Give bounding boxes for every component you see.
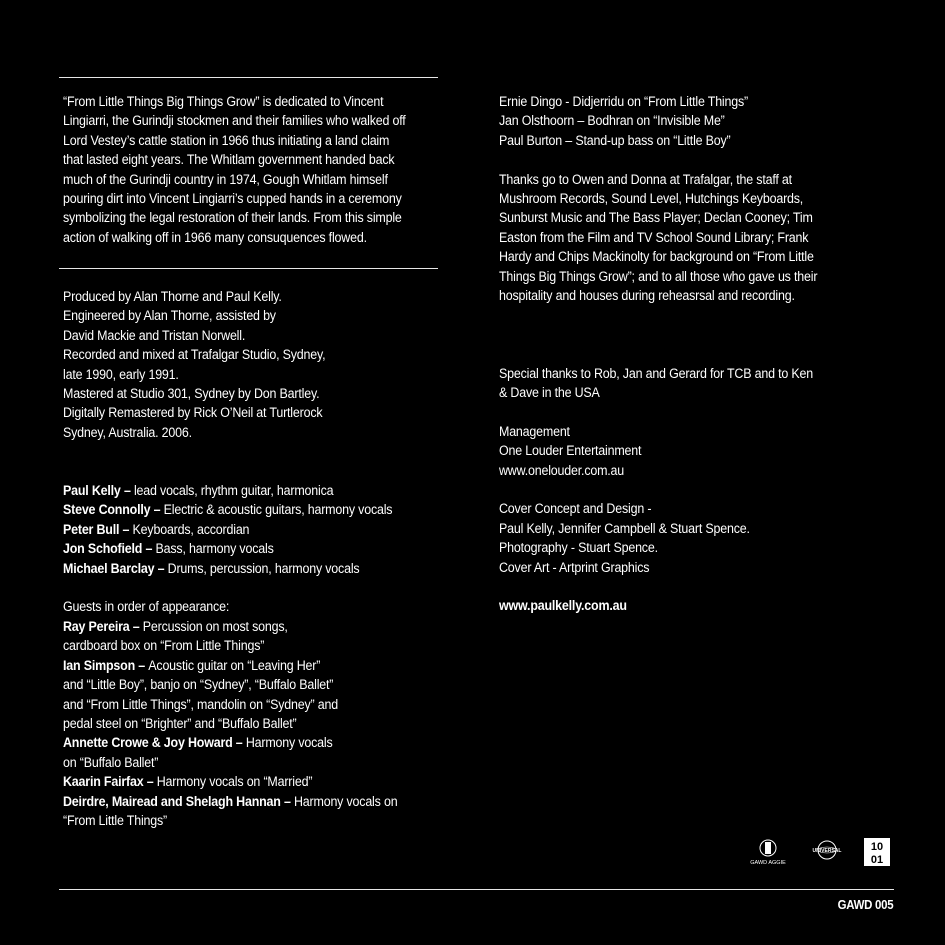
guests-heading: Guests in order of appearance: [63,599,230,615]
dedication-line: “From Little Things Big Things Grow” is dedicated to Vincent [63,94,384,109]
thanks-line: Easton from the Film and TV School Sound Library; Frank [499,229,809,245]
dedication-line: symbolizing the legal restoration of their lands. From this simple [63,210,402,226]
guest-role: Percussion on most songs, [142,618,288,634]
member-name: Jon Schofield – [63,541,156,557]
middle-left-rule [59,268,438,269]
band-member [63,539,397,558]
member-name: Michael Barclay – [63,560,168,576]
band-member [63,481,397,500]
guest-role: Harmony vocals on [294,793,398,809]
dedication-line: much of the Gurindji country in 1974, Gough Whitlam himself [63,171,388,187]
artist-website[interactable]: www.paulkelly.com.au [499,598,627,614]
dedication-line: Lord Vestey’s cattle station in 1966 thus initiating a land claim [63,132,390,148]
guest-role: Acoustic guitar on “Leaving Her” [148,657,321,673]
cover-credit-line: Photography - Stuart Spence. [499,540,658,556]
production-line: Mastered at Studio 301, Sydney by Don Bartley. [63,386,320,402]
dedication-line: Lingiarri, the Gurindji stockmen and their families who walked off [63,113,406,129]
thanks-line: hospitality and houses during reheasrsal and recording. [499,288,795,304]
guest-entry [63,733,397,752]
cover-credit-line: Paul Kelly, Jennifer Campbell & Stuart Spence. [499,520,750,536]
production-line: Digitally Remastered by Rick O’Neil at Turtlerock [63,405,323,421]
member-role: Bass, harmony vocals [155,541,274,557]
cover-credit-line: Cover Concept and Design - [499,501,652,517]
one-louder-top: 10 [870,841,884,853]
guest-entry [63,792,397,811]
guest-role: Harmony vocals [245,735,333,751]
universal-text: UNIVERSAL [812,848,842,854]
guest-role-cont: pedal steel on “Brighter” and “Buffalo Ballet” [63,715,297,731]
dedication-text [63,92,406,247]
guest-entry [63,617,397,636]
management-website[interactable]: www.onelouder.com.au [499,462,625,478]
catalog-number: GAWD 005 [837,897,893,912]
band-member [63,559,397,578]
credits-left [63,287,397,830]
guest-entry [63,656,397,675]
guest-role-cont: and “From Little Things”, mandolin on “Sydney” and [63,696,338,712]
gawd-aggie-text: GAWD AGGIE [750,860,786,866]
guest-role-cont: and “Little Boy”, banjo on “Sydney”, “Buffalo Ballet” [63,677,334,693]
thanks-line: Sunburst Music and The Bass Player; Declan Cooney; Tim [499,210,813,226]
special-thanks-line: Special thanks to Rob, Jan and Gerard for TCB and to Ken [499,365,814,381]
member-name: Peter Bull – [63,521,133,537]
member-name: Paul Kelly – [63,483,134,499]
one-louder-bottom: 01 [870,854,884,866]
top-left-rule [59,77,438,78]
one-louder-logo [864,838,890,866]
band-member [63,520,397,539]
member-role: Keyboards, accordian [132,521,250,537]
production-line: Engineered by Alan Thorne, assisted by [63,308,276,324]
guest-line: Ernie Dingo - Didjerridu on “From Little Things” [499,94,749,109]
band-member [63,500,397,519]
bottom-rule [59,889,894,890]
thanks-line: Mushroom Records, Sound Level, Hutchings Keyboards, [499,191,804,207]
guest-line: Jan Olsthoorn – Bodhran on “Invisible Me” [499,113,725,129]
label-logos [736,836,896,872]
thanks-line: Thanks go to Owen and Donna at Trafalgar, the staff at [499,171,792,187]
guest-name: Ian Simpson – [63,657,149,673]
gawd-aggie-logo [750,840,786,866]
guest-role: Harmony vocals on “Married” [156,774,313,790]
guest-name: Ray Pereira – [63,618,143,634]
guest-role-cont: “From Little Things” [63,812,168,828]
guest-entry [63,772,397,791]
management-heading: Management [499,423,570,439]
production-line: David Mackie and Tristan Norwell. [63,327,246,343]
production-line: Recorded and mixed at Trafalgar Studio, Sydney, [63,347,326,363]
member-name: Steve Connolly – [63,502,164,518]
guest-role-cont: cardboard box on “From Little Things” [63,638,265,654]
production-line: Sydney, Australia. 2006. [63,424,192,440]
member-role: Drums, percussion, harmony vocals [167,560,360,576]
universal-logo [813,841,842,859]
guest-role-cont: on “Buffalo Ballet” [63,754,159,770]
dedication-line: that lasted eight years. The Whitlam government handed back [63,152,395,168]
credits-right [499,92,817,616]
production-line: Produced by Alan Thorne and Paul Kelly. [63,289,282,304]
guest-line: Paul Burton – Stand-up bass on “Little Boy” [499,132,731,148]
thanks-line: Things Big Things Grow”; and to all those who gave us their [499,268,818,284]
production-line: late 1990, early 1991. [63,366,179,382]
member-role: Electric & acoustic guitars, harmony vocals [163,502,393,518]
thanks-line: Hardy and Chips Mackinolty for background on “From Little [499,249,814,265]
dedication-line: action of walking off in 1966 many consuquences flowed. [63,229,367,245]
guest-name: Kaarin Fairfax – [63,774,157,790]
cover-credit-line: Cover Art - Artprint Graphics [499,559,650,575]
guest-name: Deirdre, Mairead and Shelagh Hannan – [63,793,295,809]
member-role: lead vocals, rhythm guitar, harmonica [133,483,334,499]
dedication-line: pouring dirt into Vincent Lingiarri’s cupped hands in a ceremony [63,191,402,207]
special-thanks-line: & Dave in the USA [499,385,600,401]
management-company: One Louder Entertainment [499,443,642,459]
guest-name: Annette Crowe & Joy Howard – [63,735,246,751]
